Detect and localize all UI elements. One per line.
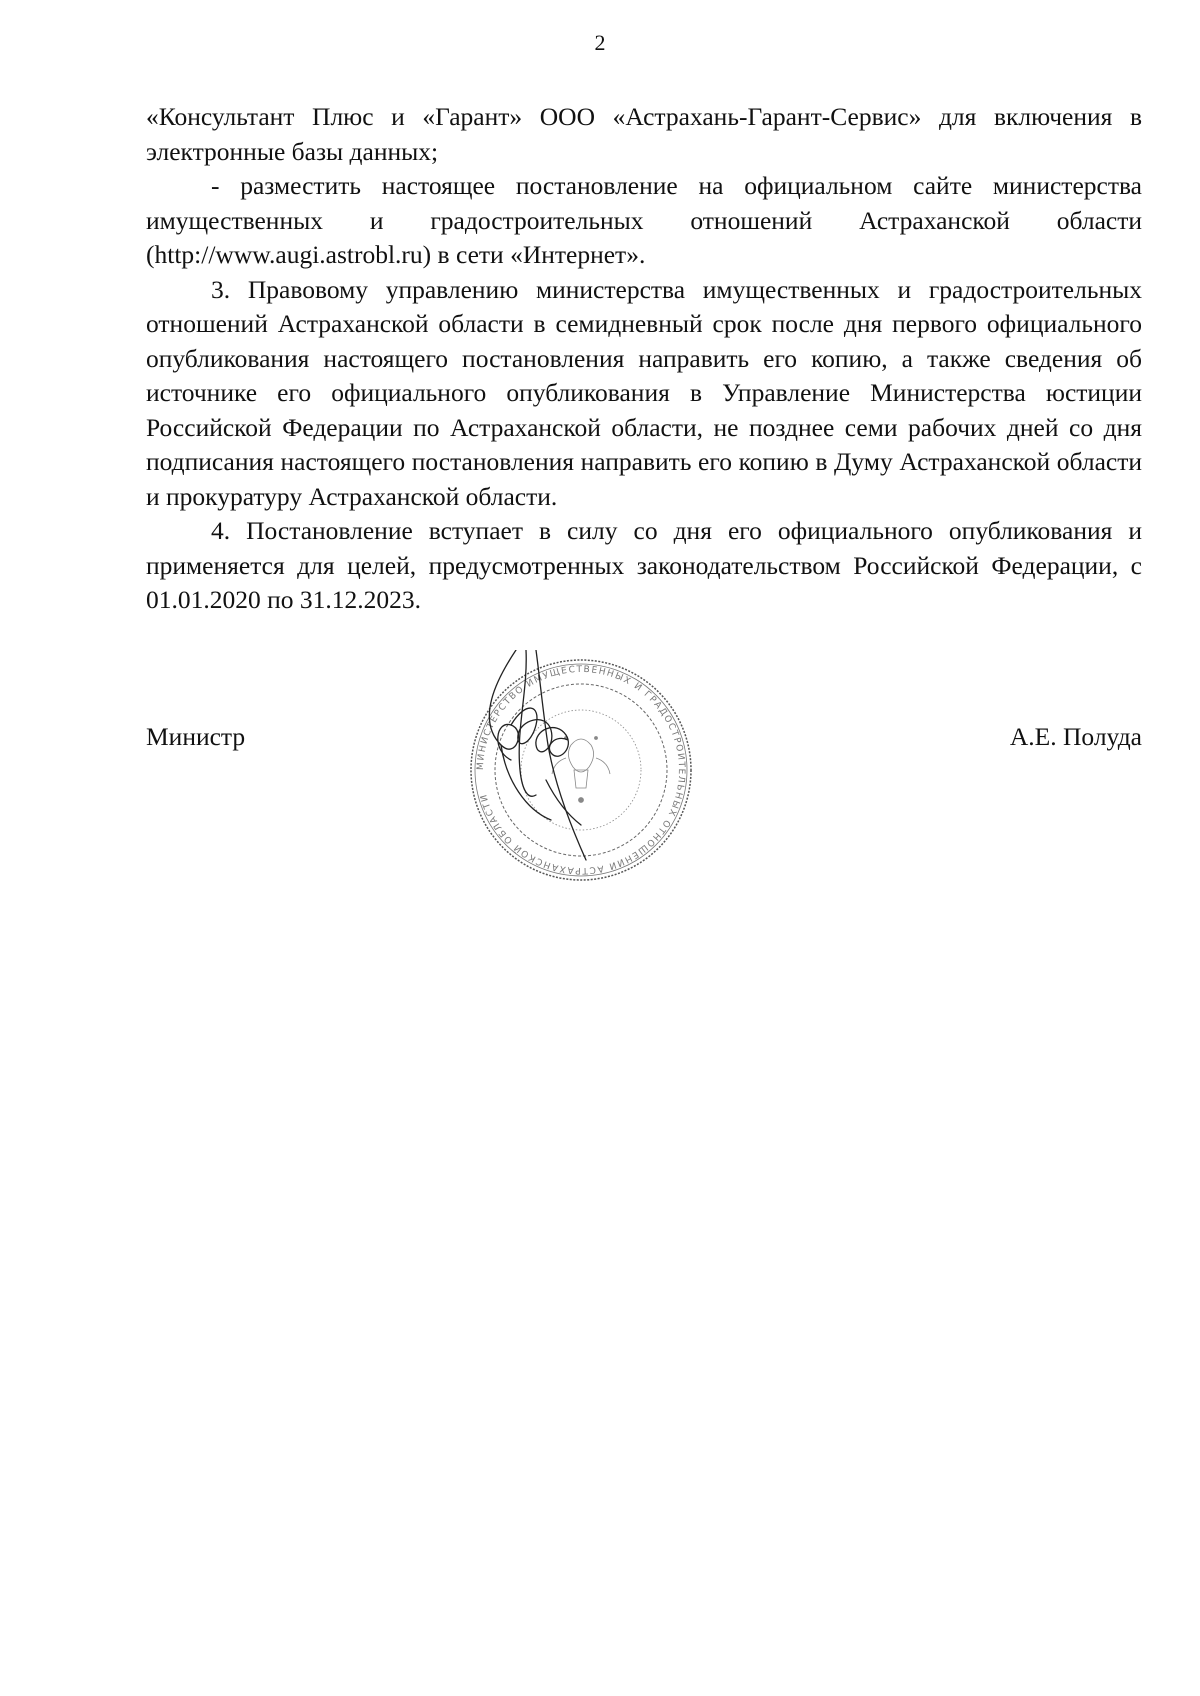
page-number: 2 [594,30,606,55]
signer-name: А.Е. Полуда [1009,722,1142,751]
document-body [146,100,1142,618]
paragraph-website-publication: - разместить настоящее постановление на официальном сайте министерства имущественных и градостроительных отношений Астраханской области (http://www.augi.astrobl.ru) в сети «Интернет». [146,171,1142,269]
paragraph-recipients: «Консультант Плюс и «Гарант» ООО «Астрахань-Гарант-Сервис» для включения в электронные базы данных; [146,102,1142,166]
signature-block [146,650,1142,890]
official-seal-with-signature [456,650,706,890]
paragraph-legal-department: 3. Правовому управлению министерства имущественных и градостроительных отношений Астраханской области в семидневный срок после дня первого официального опубликования настоящего постановления направить его копию, а также сведения об источнике его официального опубликования в Управление Министерства юстиции Российской Федерации по Астраханской области, не позднее семи рабочих дней со дня подписания настоящего постановления направить его копию в Думу Астраханской области и прокуратуру Астраханской области. [146,274,1142,511]
paragraph-entry-into-force: 4. Постановление вступает в силу со дня его официального опубликования и применяется для целей, предусмотренных законодательством Российской Федерации, с 01.01.2020 по 31.12.2023. [146,516,1142,614]
seal-stamp-icon [456,650,706,890]
seal-ring-text: МИНИСТЕРСТВО ИМУЩЕСТВЕННЫХ И ГРАДОСТРОИТЕЛЬНЫХ ОТНОШЕНИЙ АСТРАХАНСКОЙ ОБЛАСТИ [475,664,687,876]
signer-position: Министр [146,722,246,751]
